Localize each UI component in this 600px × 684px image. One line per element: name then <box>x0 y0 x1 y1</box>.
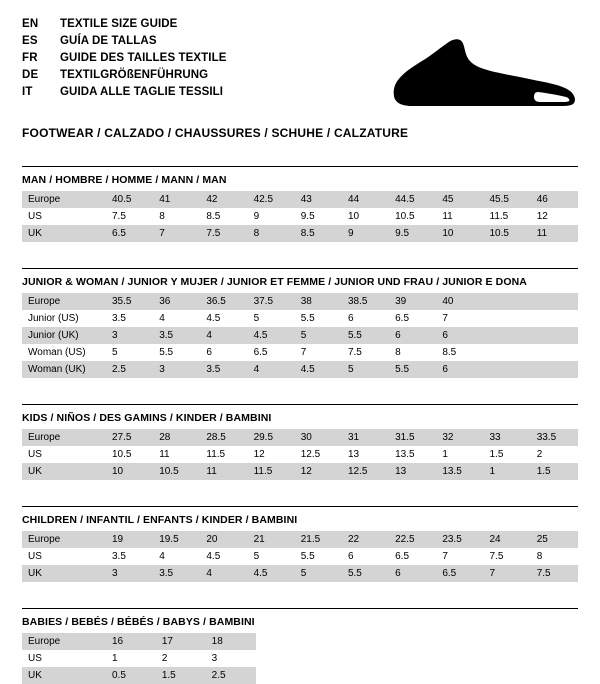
size-cell: 6 <box>342 310 389 327</box>
section-divider <box>22 608 578 609</box>
section-divider <box>22 404 578 405</box>
table-row <box>22 565 578 582</box>
table-row <box>22 633 256 650</box>
size-cell: 3 <box>153 361 200 378</box>
size-cell: 41 <box>153 191 200 208</box>
size-cell: 37.5 <box>248 293 295 310</box>
size-cell: 12.5 <box>295 446 342 463</box>
size-cell: 28 <box>153 429 200 446</box>
size-cell: 6 <box>389 565 436 582</box>
size-cell: 30 <box>295 429 342 446</box>
size-cell: 5.5 <box>295 310 342 327</box>
table-row <box>22 361 578 378</box>
size-cell: 11.5 <box>484 208 531 225</box>
size-cell <box>484 327 531 344</box>
size-cell: 1.5 <box>531 463 578 480</box>
size-cell: 19.5 <box>153 531 200 548</box>
size-cell: 6 <box>342 548 389 565</box>
size-cell: 2.5 <box>206 667 256 684</box>
size-cell: 20 <box>200 531 247 548</box>
row-label: Europe <box>22 293 106 310</box>
size-cell: 3.5 <box>106 548 153 565</box>
size-cell: 6.5 <box>389 310 436 327</box>
table-row <box>22 225 578 242</box>
section-title: JUNIOR & WOMAN / JUNIOR Y MUJER / JUNIOR ET FEMME / JUNIOR UND FRAU / JUNIOR E DONA <box>22 276 527 288</box>
size-cell: 33 <box>484 429 531 446</box>
table-row <box>22 344 578 361</box>
size-cell <box>531 310 578 327</box>
row-label: UK <box>22 225 106 242</box>
size-cell: 23.5 <box>436 531 483 548</box>
size-cell: 21 <box>248 531 295 548</box>
table-row <box>22 548 578 565</box>
size-cell: 5.5 <box>295 548 342 565</box>
table-row <box>22 531 578 548</box>
size-cell: 31.5 <box>389 429 436 446</box>
size-cell: 5 <box>106 344 153 361</box>
language-title: TEXTILGRÖßENFÜHRUNG <box>60 69 209 81</box>
size-cell <box>531 327 578 344</box>
size-cell: 6.5 <box>436 565 483 582</box>
language-code: FR <box>22 52 38 64</box>
size-cell: 6 <box>389 327 436 344</box>
size-cell: 21.5 <box>295 531 342 548</box>
row-label: US <box>22 208 106 225</box>
size-table <box>22 429 578 480</box>
table-row <box>22 327 578 344</box>
language-title: GUIDE DES TAILLES TEXTILE <box>60 52 227 64</box>
size-cell: 6.5 <box>389 548 436 565</box>
size-cell: 22.5 <box>389 531 436 548</box>
size-cell: 5 <box>295 327 342 344</box>
size-cell: 5 <box>248 310 295 327</box>
size-cell: 10.5 <box>153 463 200 480</box>
size-cell <box>484 310 531 327</box>
size-cell: 17 <box>156 633 206 650</box>
size-table <box>22 633 256 684</box>
size-cell: 9.5 <box>295 208 342 225</box>
size-cell: 45.5 <box>484 191 531 208</box>
size-cell: 6 <box>436 361 483 378</box>
size-cell: 22 <box>342 531 389 548</box>
size-cell: 16 <box>106 633 156 650</box>
size-cell: 12 <box>248 446 295 463</box>
section-divider <box>22 166 578 167</box>
size-cell: 1.5 <box>156 667 206 684</box>
size-cell: 4 <box>153 548 200 565</box>
size-cell: 4.5 <box>248 327 295 344</box>
size-section <box>22 268 578 378</box>
size-cell: 5.5 <box>389 361 436 378</box>
size-cell: 2 <box>531 446 578 463</box>
row-label: Woman (US) <box>22 344 106 361</box>
size-cell <box>484 361 531 378</box>
size-cell: 42 <box>200 191 247 208</box>
size-cell: 35.5 <box>106 293 153 310</box>
size-cell: 7.5 <box>342 344 389 361</box>
size-section <box>22 608 578 684</box>
size-cell: 10 <box>436 225 483 242</box>
size-cell: 38.5 <box>342 293 389 310</box>
size-cell: 8 <box>389 344 436 361</box>
size-cell: 10.5 <box>106 446 153 463</box>
row-label: Europe <box>22 191 106 208</box>
row-label: UK <box>22 565 106 582</box>
size-cell: 9 <box>342 225 389 242</box>
size-cell: 7.5 <box>484 548 531 565</box>
size-cell: 3 <box>106 565 153 582</box>
size-cell: 44 <box>342 191 389 208</box>
size-cell: 7 <box>436 310 483 327</box>
table-row <box>22 429 578 446</box>
size-cell: 8 <box>531 548 578 565</box>
size-cell: 19 <box>106 531 153 548</box>
size-cell: 38 <box>295 293 342 310</box>
size-cell: 10 <box>342 208 389 225</box>
size-cell: 12.5 <box>342 463 389 480</box>
size-cell: 4 <box>153 310 200 327</box>
size-cell: 3 <box>206 650 256 667</box>
table-row <box>22 208 578 225</box>
size-cell: 4.5 <box>200 310 247 327</box>
size-cell: 4.5 <box>295 361 342 378</box>
size-cell: 3.5 <box>153 565 200 582</box>
size-cell: 10.5 <box>484 225 531 242</box>
size-cell: 5 <box>295 565 342 582</box>
size-table <box>22 293 578 378</box>
size-cell: 6 <box>436 327 483 344</box>
size-cell: 45 <box>436 191 483 208</box>
size-cell: 0.5 <box>106 667 156 684</box>
size-cell: 3.5 <box>200 361 247 378</box>
size-cell: 31 <box>342 429 389 446</box>
category-line: FOOTWEAR / CALZADO / CHAUSSURES / SCHUHE / CALZATURE <box>22 126 409 140</box>
table-row <box>22 650 256 667</box>
size-cell: 1 <box>484 463 531 480</box>
size-cell: 11 <box>200 463 247 480</box>
size-cell <box>531 293 578 310</box>
size-cell: 5.5 <box>342 565 389 582</box>
size-cell: 8.5 <box>295 225 342 242</box>
row-label: UK <box>22 667 106 684</box>
size-section <box>22 506 578 582</box>
size-sections <box>22 166 578 684</box>
size-cell: 1 <box>436 446 483 463</box>
section-title: CHILDREN / INFANTIL / ENFANTS / KINDER / BAMBINI <box>22 514 298 526</box>
row-label: UK <box>22 463 106 480</box>
section-title: BABIES / BEBÉS / BÉBÉS / BABYS / BAMBINI <box>22 616 255 628</box>
size-cell: 33.5 <box>531 429 578 446</box>
row-label: US <box>22 446 106 463</box>
size-cell: 8 <box>153 208 200 225</box>
size-cell: 13.5 <box>389 446 436 463</box>
section-divider <box>22 268 578 269</box>
size-cell: 42.5 <box>248 191 295 208</box>
size-cell: 13 <box>389 463 436 480</box>
size-cell <box>484 344 531 361</box>
language-title: GUIDA ALLE TAGLIE TESSILI <box>60 86 224 98</box>
size-cell: 28.5 <box>200 429 247 446</box>
size-cell: 43 <box>295 191 342 208</box>
size-cell: 7.5 <box>531 565 578 582</box>
size-cell: 11.5 <box>200 446 247 463</box>
size-cell: 4.5 <box>248 565 295 582</box>
size-cell: 10.5 <box>389 208 436 225</box>
row-label: Europe <box>22 633 106 650</box>
size-cell <box>531 361 578 378</box>
size-cell: 4.5 <box>200 548 247 565</box>
language-code: IT <box>22 86 33 98</box>
size-table <box>22 531 578 582</box>
language-code: ES <box>22 35 38 47</box>
row-label: US <box>22 548 106 565</box>
size-cell: 13.5 <box>436 463 483 480</box>
size-cell: 24 <box>484 531 531 548</box>
size-cell: 7 <box>484 565 531 582</box>
section-divider <box>22 506 578 507</box>
size-cell <box>531 344 578 361</box>
size-cell: 11 <box>153 446 200 463</box>
size-cell: 11 <box>531 225 578 242</box>
size-cell: 2 <box>156 650 206 667</box>
size-cell: 3 <box>106 327 153 344</box>
size-cell: 44.5 <box>389 191 436 208</box>
size-cell: 9.5 <box>389 225 436 242</box>
size-cell: 11.5 <box>248 463 295 480</box>
row-label: Junior (US) <box>22 310 106 327</box>
language-code: EN <box>22 18 39 30</box>
size-section <box>22 404 578 480</box>
size-cell: 40.5 <box>106 191 153 208</box>
size-cell: 4 <box>200 327 247 344</box>
size-cell: 12 <box>531 208 578 225</box>
size-cell: 5 <box>342 361 389 378</box>
size-cell: 4 <box>200 565 247 582</box>
size-cell: 46 <box>531 191 578 208</box>
size-cell: 2.5 <box>106 361 153 378</box>
size-cell: 8.5 <box>436 344 483 361</box>
row-label: Woman (UK) <box>22 361 106 378</box>
size-cell: 32 <box>436 429 483 446</box>
size-cell: 1.5 <box>484 446 531 463</box>
size-cell: 3.5 <box>153 327 200 344</box>
size-cell: 36 <box>153 293 200 310</box>
size-cell: 18 <box>206 633 256 650</box>
row-label: Europe <box>22 531 106 548</box>
size-cell: 8.5 <box>200 208 247 225</box>
size-cell: 25 <box>531 531 578 548</box>
size-cell: 7.5 <box>106 208 153 225</box>
size-table <box>22 191 578 242</box>
size-cell: 7 <box>295 344 342 361</box>
size-cell: 6.5 <box>248 344 295 361</box>
language-code: DE <box>22 69 39 81</box>
size-cell: 4 <box>248 361 295 378</box>
table-row <box>22 446 578 463</box>
size-cell: 13 <box>342 446 389 463</box>
size-cell: 40 <box>436 293 483 310</box>
language-title: GUÍA DE TALLAS <box>60 35 157 47</box>
size-cell: 3.5 <box>106 310 153 327</box>
language-row <box>22 16 578 33</box>
size-cell: 36.5 <box>200 293 247 310</box>
size-cell: 27.5 <box>106 429 153 446</box>
document-header <box>22 16 578 108</box>
table-row <box>22 293 578 310</box>
size-cell: 39 <box>389 293 436 310</box>
size-cell: 10 <box>106 463 153 480</box>
size-cell: 29.5 <box>248 429 295 446</box>
size-cell: 6.5 <box>106 225 153 242</box>
table-row <box>22 310 578 327</box>
row-label: Junior (UK) <box>22 327 106 344</box>
size-cell: 11 <box>436 208 483 225</box>
size-cell: 9 <box>248 208 295 225</box>
size-cell: 7 <box>436 548 483 565</box>
size-cell: 5 <box>248 548 295 565</box>
dress-shoe-icon <box>388 36 578 108</box>
size-cell: 12 <box>295 463 342 480</box>
row-label: US <box>22 650 106 667</box>
size-cell: 8 <box>248 225 295 242</box>
size-cell: 7.5 <box>200 225 247 242</box>
language-title: TEXTILE SIZE GUIDE <box>60 18 178 30</box>
size-section <box>22 166 578 242</box>
table-row <box>22 191 578 208</box>
size-cell: 5.5 <box>342 327 389 344</box>
size-cell: 7 <box>153 225 200 242</box>
size-cell: 5.5 <box>153 344 200 361</box>
table-row <box>22 463 578 480</box>
size-cell <box>484 293 531 310</box>
table-row <box>22 667 256 684</box>
row-label: Europe <box>22 429 106 446</box>
section-title: MAN / HOMBRE / HOMME / MANN / MAN <box>22 174 227 186</box>
size-cell: 6 <box>200 344 247 361</box>
size-cell: 1 <box>106 650 156 667</box>
section-title: KIDS / NIÑOS / DES GAMINS / KINDER / BAMBINI <box>22 412 272 424</box>
